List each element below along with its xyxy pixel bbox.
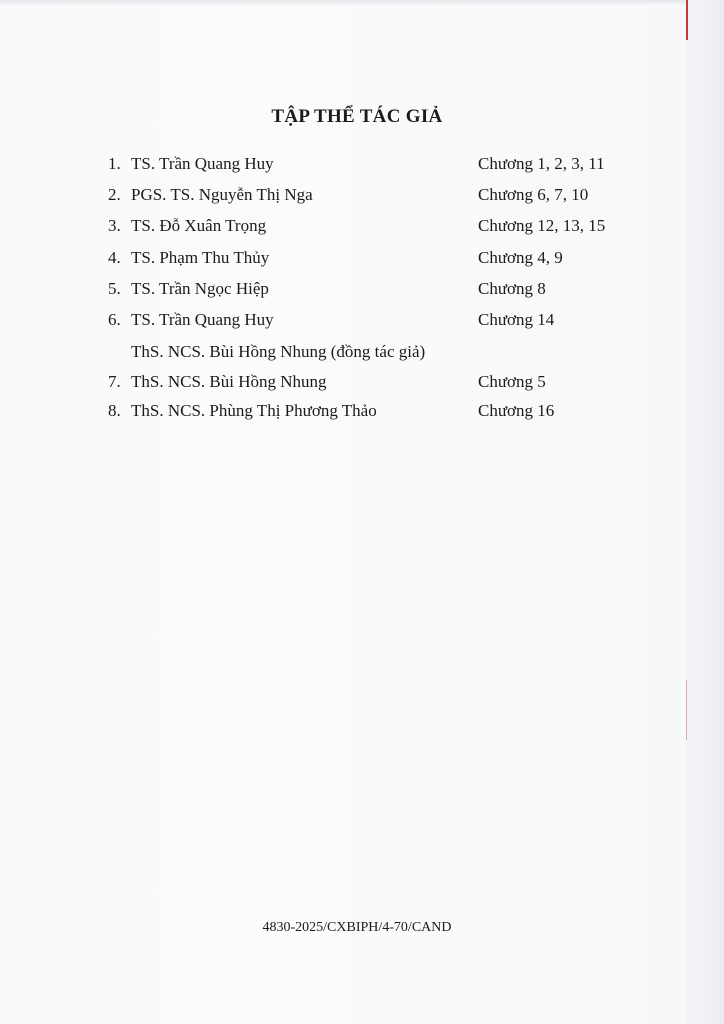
author-name: PGS. TS. Nguyễn Thị Nga [131,185,313,204]
page-top-edge [0,0,724,5]
author-row [0,151,686,177]
page-right-edge [686,0,724,1024]
author-chapters: Chương 5 [478,372,546,391]
author-row-continued [0,339,686,365]
author-row [0,182,686,208]
author-chapters: Chương 14 [478,310,555,329]
author-name: TS. Trần Quang Huy [131,310,274,329]
author-chapters: Chương 4, 9 [478,248,563,267]
author-chapters: Chương 1, 2, 3, 11 [478,154,605,173]
author-name: TS. Trần Ngọc Hiệp [131,279,269,298]
page-title: TẬP THỂ TÁC GIẢ [271,106,443,127]
author-number: 4. [108,248,121,267]
author-row [0,276,686,302]
author-name: ThS. NCS. Bùi Hồng Nhung [131,372,327,391]
author-chapters: Chương 8 [478,279,546,298]
publishing-license-number: 4830-2025/CXBIPH/4-70/CAND [262,920,452,935]
author-chapters: Chương 6, 7, 10 [478,185,589,204]
author-number: 1. [108,154,121,173]
author-number: 6. [108,310,121,329]
author-name: ThS. NCS. Phùng Thị Phương Thảo [131,401,377,420]
author-number: 2. [108,185,121,204]
author-row [0,398,686,424]
author-row [0,245,686,271]
author-number: 7. [108,372,121,391]
author-name: ThS. NCS. Bùi Hồng Nhung (đồng tác giả) [131,342,426,361]
author-name: TS. Trần Quang Huy [131,154,274,173]
author-chapters: Chương 16 [478,401,555,420]
binding-mark-lower [686,680,687,740]
author-number: 3. [108,216,121,235]
author-row [0,369,686,395]
author-chapters: Chương 12, 13, 15 [478,216,606,235]
author-name: TS. Đỗ Xuân Trọng [131,216,267,235]
author-row [0,307,686,333]
binding-mark [686,0,688,40]
author-name: TS. Phạm Thu Thủy [131,248,270,267]
author-number: 5. [108,279,121,298]
author-number: 8. [108,401,121,420]
author-row [0,213,686,239]
